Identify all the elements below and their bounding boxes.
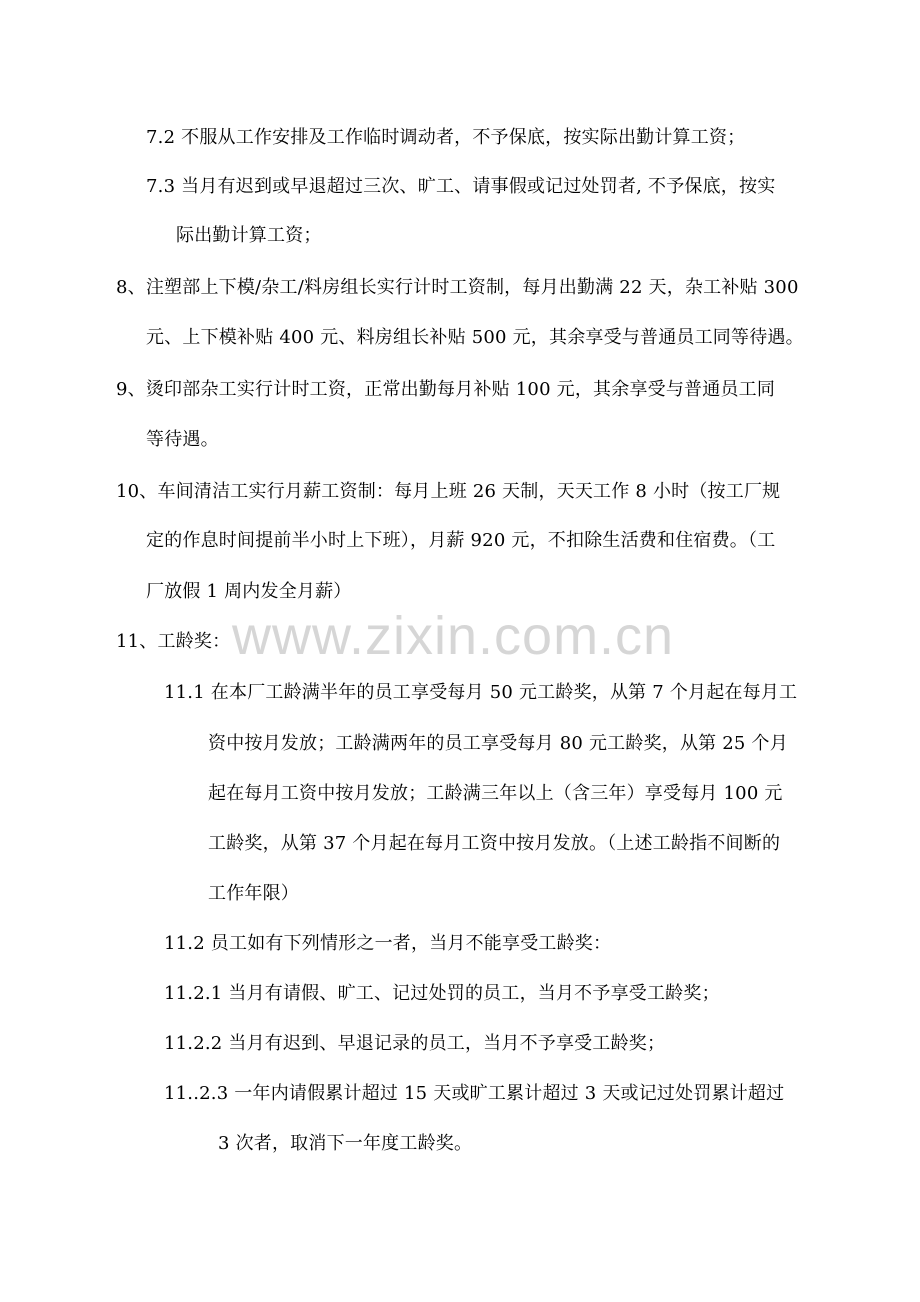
clause-7-3-cont: 际出勤计算工资；: [176, 225, 322, 246]
clause-10-cont-1: 定的作息时间提前半小时上下班），月薪 920 元，不扣除生活费和住宿费。（工: [146, 530, 776, 551]
clause-11-heading: 11、工龄奖：: [116, 631, 231, 652]
clause-11-1-cont-3: 工龄奖，从第 37 个月起在每月工资中按月发放。（上述工龄指不间断的: [208, 833, 781, 854]
clause-11-2-3-cont: 3 次者，取消下一年度工龄奖。: [218, 1133, 473, 1154]
clause-9-cont: 等待遇。: [146, 429, 219, 450]
watermark-text: www.zixin.com.cn: [232, 606, 675, 666]
clause-11-2-2: 11.2.2 当月有迟到、早退记录的员工，当月不予享受工龄奖；: [164, 1033, 666, 1054]
clause-7-3: 7.3 当月有迟到或早退超过三次、旷工、请事假或记过处罚者, 不予保底，按实: [146, 176, 776, 197]
clause-11-1-cont-4: 工作年限）: [208, 883, 299, 904]
clause-8-cont: 元、上下模补贴 400 元、料房组长补贴 500 元，其余享受与普通员工同等待遇。: [146, 327, 804, 348]
clause-11-1-cont-2: 起在每月工资中按月发放；工龄满三年以上（含三年）享受每月 100 元: [208, 783, 783, 804]
clause-10-cont-2: 厂放假 1 周内发全月薪）: [146, 581, 352, 602]
clause-7-2: 7.2 不服从工作安排及工作临时调动者，不予保底，按实际出勤计算工资；: [146, 127, 746, 148]
clause-8: 8、注塑部上下模/杂工/料房组长实行计时工资制，每月出勤满 22 天，杂工补贴 300: [116, 277, 799, 298]
clause-11-2: 11.2 员工如有下列情形之一者，当月不能享受工龄奖：: [164, 933, 612, 954]
clause-11-2-3: 11..2.3 一年内请假累计超过 15 天或旷工累计超过 3 天或记过处罚累计超过: [164, 1083, 785, 1104]
clause-11-1-cont-1: 资中按月发放；工龄满两年的员工享受每月 80 元工龄奖，从第 25 个月: [208, 733, 788, 754]
clause-11-1: 11.1 在本厂工龄满半年的员工享受每月 50 元工龄奖，从第 7 个月起在每月工: [164, 682, 798, 703]
clause-9: 9、烫印部杂工实行计时工资，正常出勤每月补贴 100 元，其余享受与普通员工同: [116, 379, 776, 400]
clause-10: 10、车间清洁工实行月薪工资制：每月上班 26 天制，天天工作 8 小时（按工厂规: [116, 481, 781, 502]
clause-11-2-1: 11.2.1 当月有请假、旷工、记过处罚的员工，当月不予享受工龄奖；: [164, 983, 720, 1004]
